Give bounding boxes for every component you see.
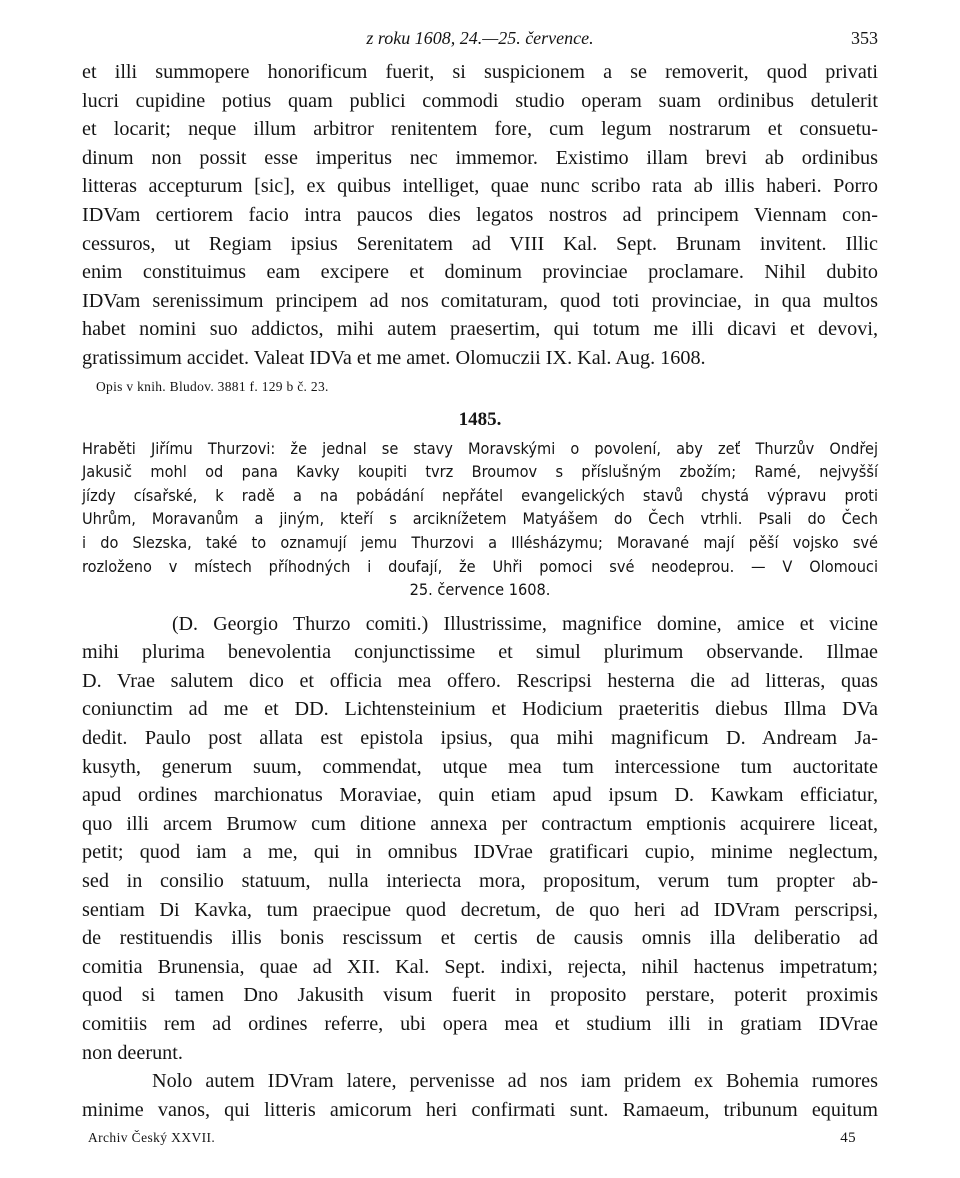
regest-line: Hraběti Jiřímu Thurzovi: že jednal se stavy Moravskými o povolení, aby zeť Thurzův Ondřej (82, 438, 878, 458)
text-line: enim constituimus eam excipere et dominum provinciae proclamare. Nihil dubito (82, 261, 878, 284)
text-line: quo illi arcem Brumow cum ditione annexa per contractum emptionis acquirere liceat, (82, 812, 878, 835)
text-line: kusyth, generum suum, commendat, utque mea tum intercessione tum auctoritate (82, 755, 878, 778)
text-line: litteras accepturum [sic], ex quibus intelliget, quae nunc scribo rata ab illis haberi. Porro (82, 175, 878, 198)
text-line: apud ordines marchionatus Moraviae, quin etiam apud ipsum D. Kawkam efficiatur, (82, 784, 878, 807)
text-line: non deerunt. (82, 1041, 183, 1064)
text-line: Nolo autem IDVram latere, pervenisse ad nos iam pridem ex Bohemia rumores (152, 1070, 878, 1093)
text-line: petit; quod iam a me, qui in omnibus IDVrae gratificari cupio, minime neglectum, (82, 841, 878, 864)
text-line: gratissimum accidet. Valeat IDVa et me amet. Olomuczii IX. Kal. Aug. 1608. (82, 346, 706, 369)
text-line: IDVam certiorem facio intra paucos dies legatos nostros ad principem Viennam con- (82, 203, 878, 226)
text-line: habet nomini suo addictos, mihi autem praesertim, qui totum me illi dicavi et devovi, (82, 318, 878, 341)
footer-publication: Archiv Český XXVII. (88, 1130, 216, 1145)
text-line: (D. Georgio Thurzo comiti.) Illustrissime, magnifice domine, amice et vicine (172, 612, 878, 635)
text-line: sentiam Di Kavka, tum praecipue quod decretum, de quo heri ad IDVram perscripsi, (82, 898, 878, 921)
regest-line: Uhrům, Moravanům a jiným, kteří s arciknížetem Matyášem do Čech vtrhli. Psali do Čech (82, 509, 878, 529)
text-line: dedit. Paulo post allata est epistola ipsius, qua mihi magnificum D. Andream Ja- (82, 727, 878, 750)
signature-mark: 45 (840, 1130, 856, 1146)
text-line: comitiis rem ad ordines referre, ubi opera mea et studium illi in gratiam IDVrae (82, 1013, 878, 1035)
document-number: 1485. (458, 408, 502, 430)
regest-date: 25. července 1608. (409, 580, 551, 600)
source-note: Opis v knih. Bludov. 3881 f. 129 b č. 23. (96, 378, 329, 394)
page (82, 28, 878, 1124)
text-line: quod si tamen Dno Jakusith visum fuerit in proposito perstare, poterit proximis (82, 984, 878, 1007)
page-footer (88, 1130, 856, 1146)
regest-line: jízdy císařské, k radě a na pobádání nepřátel evangelických stavů chystá výpravu proti (82, 485, 878, 505)
page-number: 353 (851, 28, 878, 48)
running-head-title: z roku 1608, 24.—25. července. (366, 28, 594, 48)
text-line: minime vanos, qui litteris amicorum heri confirmati sunt. Ramaeum, tribunum equitum (82, 1098, 878, 1121)
text-line: dinum non possit esse imperitus nec immemor. Existimo illam brevi ab ordinibus (82, 146, 878, 169)
text-line: de restituendis illis bonis rescissum et certis de causis omnis illa deliberatio ad (82, 927, 878, 950)
text-line: et illi summopere honorificum fuerit, si suspicionem a se removerit, quod privati (82, 61, 878, 83)
previous-letter-text (82, 58, 878, 373)
regest-summary (82, 437, 878, 602)
letter-text (82, 610, 878, 1125)
regest-line: Jakusič mohl od pana Kavky koupiti tvrz Broumov s příslušným zbožím; Ramé, nejvyšší (82, 462, 878, 482)
text-line: cessuros, ut Regiam ipsius Serenitatem ad VIII Kal. Sept. Brunam invitent. Illic (82, 232, 878, 255)
text-line: et locarit; neque illum arbitror renitentem fore, cum legum nostrarum et consuetu- (82, 118, 878, 141)
regest-line: rozloženo v místech příhodných i doufají, že Uhři pomoci své neodeprou. — V Olomouci (82, 556, 878, 576)
text-line: sed in consilio statuum, nulla interiecta mora, propositum, verum tum propter ab- (82, 870, 878, 893)
running-head (82, 28, 878, 58)
text-line: lucri cupidine potius quam publici commodi studio operam suam ordinibus detulerit (82, 89, 878, 112)
regest-line: i do Slezska, také to oznamují jemu Thurzovi a Illésházymu; Moravané mají pěší vojsko své (82, 532, 878, 552)
text-line: mihi plurima benevolentia conjunctissime et simul plurimum observande. Illmae (82, 641, 878, 664)
text-line: coniunctim ad me et DD. Lichtensteinium et Hodicium praeteritis diebus Illma DVa (82, 698, 878, 721)
text-line: IDVam serenissimum principem ad nos comitaturam, quod toti provinciae, in qua multos (82, 289, 878, 312)
text-line: comitia Brunensia, quae ad XII. Kal. Sept. indixi, rejecta, nihil hactenus impetratum; (82, 955, 878, 978)
text-line: D. Vrae salutem dico et officia mea offero. Rescripsi hesterna die ad litteras, quas (82, 669, 878, 692)
